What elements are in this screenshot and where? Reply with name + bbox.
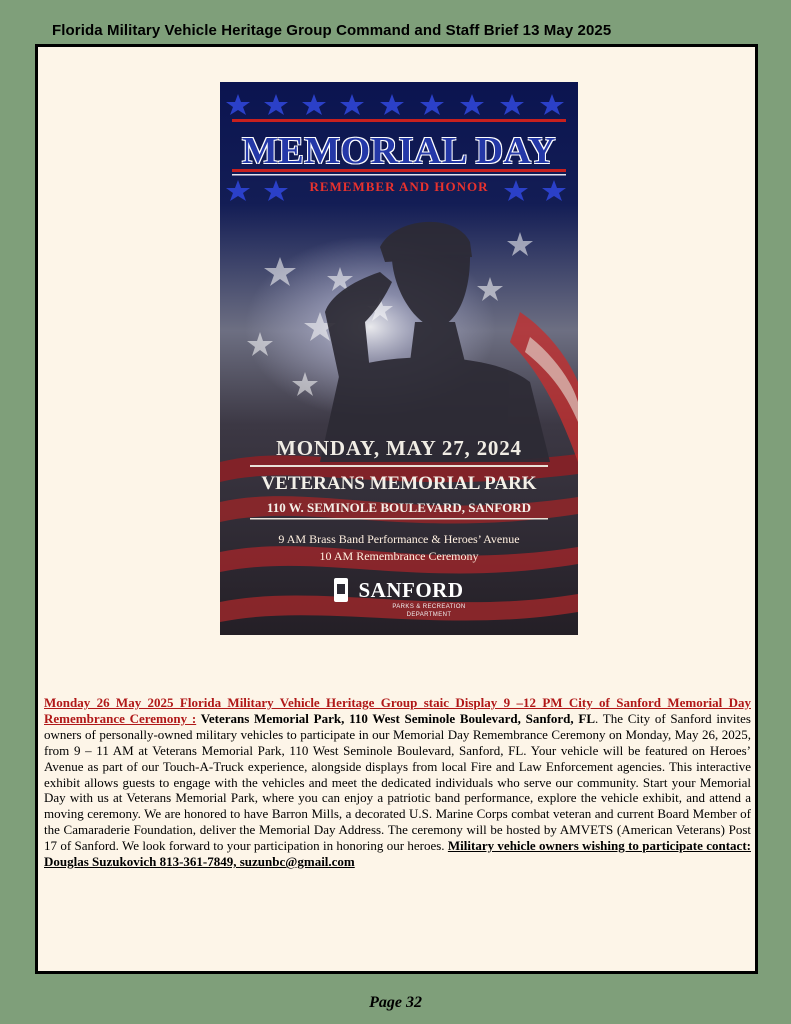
article-location: Veterans Memorial Park, 110 West Seminole Boulevard, Sanford, FL xyxy=(196,710,596,726)
poster-park-name: VETERANS MEMORIAL PARK xyxy=(261,473,537,494)
poster-subtitle: REMEMBER AND HONOR xyxy=(309,179,489,194)
page-number: Page 32 xyxy=(369,994,422,1011)
poster-schedule-ceremony: 10 AM Remembrance Ceremony xyxy=(319,549,479,563)
memorial-day-poster xyxy=(220,82,578,635)
page-header-title: Florida Military Vehicle Heritage Group Command and Staff Brief 13 May 2025 xyxy=(52,22,612,39)
article-lead: Monday 26 May 2025 Florida Military Vehicle Heritage Group staic Display 9 –12 PM City of Sanford Memorial Day Remembrance Ceremony : xyxy=(44,695,751,726)
logo-sub-line-2: DEPARTMENT xyxy=(406,612,452,618)
sanford-logo-text: SANFORD xyxy=(358,578,464,602)
article-body: . The City of Sanford invites owners of personally-owned military vehicles to participate in our Memorial Day Remembrance Ceremony on Monday, May 26, 2025, from 9 – 11 AM at Veterans Memorial Park, 110 West Seminole Boulevard, Sanford, FL. Your vehicle will be featured on Heroes’ Avenue as part of our Touch-A-Truck experience, alongside displays from local Fire and Law Enforcement agencies. This interactive exhibit allows guests to engage with the vehicles and meet the dedicated individuals who serve our community. Start your Memorial Day with us at Veterans Memorial Park, where you can enjoy a patriotic band performance, explore the vehicle exhibit, and attend a moving ceremony. We are honored to have Barron Mills, a decorated U.S. Marine Corps combat veteran and current Board Member of the Camaraderie Foundation, deliver the Memorial Day Address. The ceremony will be hosted by AMVETS (American Veterans) Post 17 of Sanford. We look forward to your participation in honoring our heroes. xyxy=(44,710,751,854)
content-frame xyxy=(35,44,758,974)
sanford-logo-subtitle xyxy=(250,603,578,619)
event-article xyxy=(44,695,751,870)
article-contact: Military vehicle owners wishing to participate contact: Douglas Suzukovich 813-361-7849, suzunbc@gmail.com xyxy=(44,838,751,870)
logo-sub-line-1: PARKS & RECREATION xyxy=(392,604,466,610)
poster-address: 110 W. SEMINOLE BOULEVARD, SANFORD xyxy=(266,500,532,515)
poster-date: MONDAY, MAY 27, 2024 xyxy=(276,436,522,460)
poster-schedule-band: 9 AM Brass Band Performance & Heroes’ Avenue xyxy=(278,532,520,546)
poster-title: MEMORIAL DAY xyxy=(242,130,556,172)
